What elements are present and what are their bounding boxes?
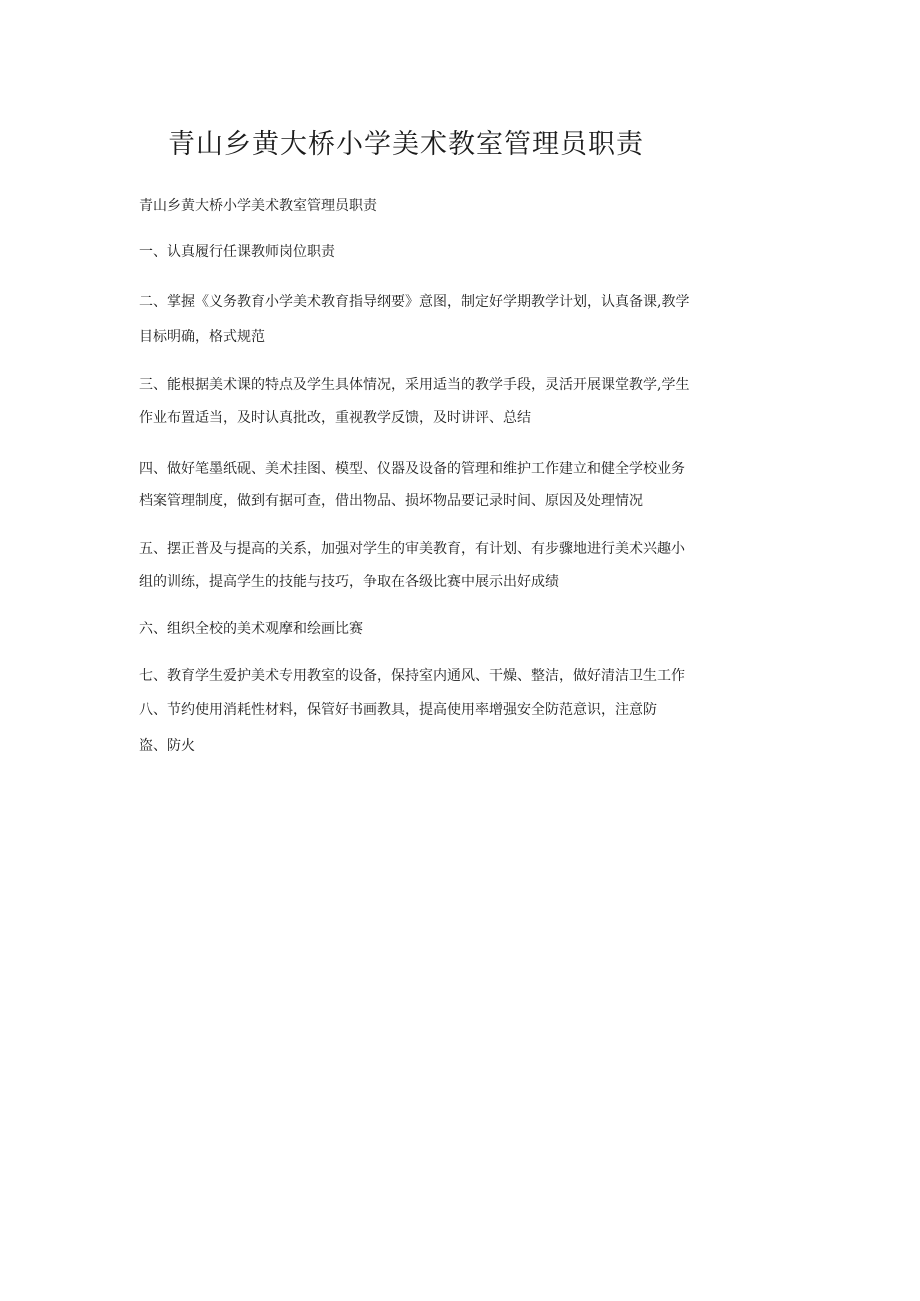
item-3-line-2: 作业布置适当，及时认真批改，重视教学反馈，及时讲评、总结 (139, 410, 531, 426)
item-2-line-1: 二、掌握《义务教育小学美术教育指导纲要》意图，制定好学期教学计划，认真备课,教学 (139, 294, 690, 310)
item-7: 七、教育学生爱护美术专用教室的设备，保持室内通风、干燥、整洁，做好清洁卫生工作 (139, 668, 685, 684)
item-4-line-1: 四、做好笔墨纸砚、美术挂图、模型、仪器及设备的管理和维护工作建立和健全学校业务 (139, 461, 685, 477)
item-4-line-2: 档案管理制度，做到有据可查，借出物品、损坏物品要记录时间、原因及处理情况 (139, 493, 643, 509)
item-5-line-1: 五、摆正普及与提高的关系，加强对学生的审美教育，有计划、有步骤地进行美术兴趣小 (139, 541, 685, 557)
subtitle-line: 青山乡黄大桥小学美术教室管理员职责 (139, 198, 377, 214)
item-1: 一、认真履行任课教师岗位职责 (139, 244, 335, 260)
item-2-line-2: 目标明确，格式规范 (139, 329, 265, 345)
item-5-line-2: 组的训练，提高学生的技能与技巧，争取在各级比赛中展示出好成绩 (139, 574, 559, 590)
item-8-line-2: 盗、防火 (139, 738, 195, 754)
document-title: 青山乡黄大桥小学美术教室管理员职责 (168, 129, 644, 160)
item-6: 六、组织全校的美术观摩和绘画比赛 (139, 621, 363, 637)
item-8-line-1: 八、节约使用消耗性材料，保管好书画教具，提高使用率增强安全防范意识，注意防 (139, 702, 657, 718)
item-3-line-1: 三、能根据美术课的特点及学生具体情况，采用适当的教学手段，灵活开展课堂教学,学生 (139, 377, 690, 393)
